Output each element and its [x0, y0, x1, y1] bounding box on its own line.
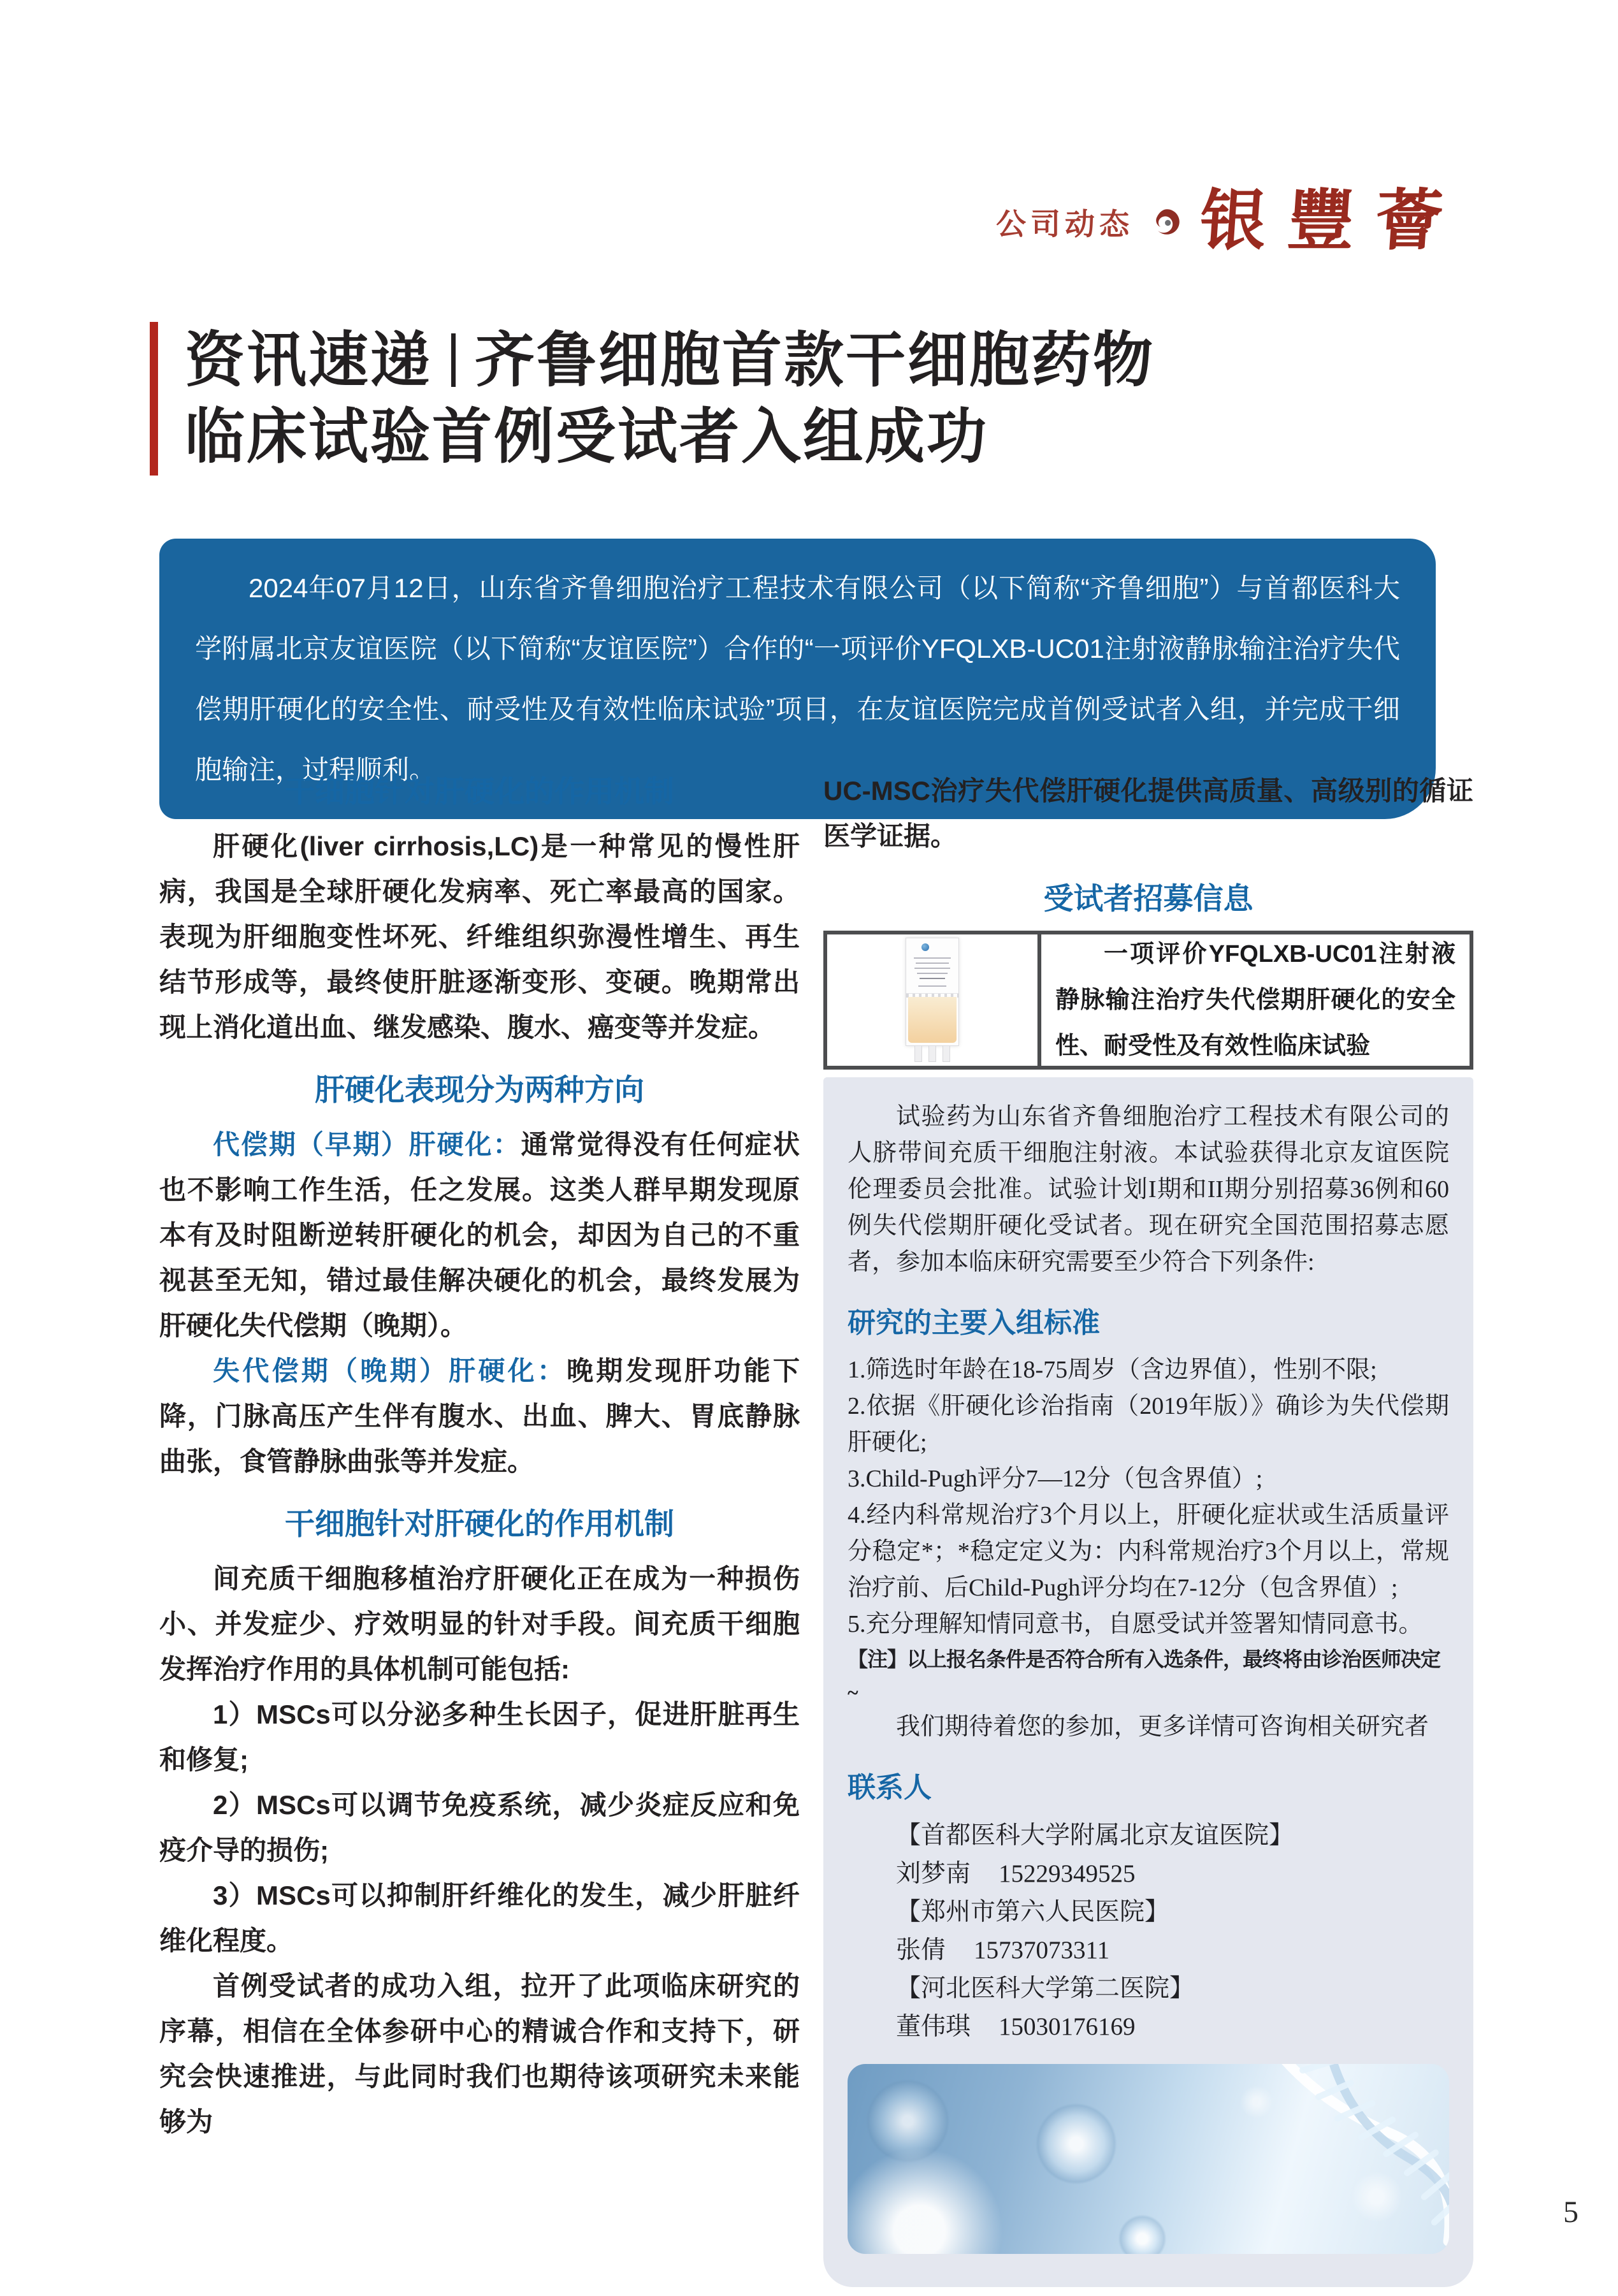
- contact-hospital: 【郑州市第六人民医院】: [896, 1898, 1170, 1926]
- paragraph-continuation: UC-MSC治疗失代偿肝硬化提供高质量、高级别的循证医学证据。: [823, 776, 1473, 851]
- right-column: [823, 768, 1473, 2287]
- paragraph-cirrhosis-intro: 肝硬化(liver cirrhosis,LC)是一种常见的慢性肝病，我国是全球肝硬化发病率、死亡率最高的国家。表现为肝细胞变性坏死、纤维组织弥漫性增生、再生结节形成等，最终使肝脏逐渐变形、变硬。晚期常出现上消化道出血、继发感染、腹水、癌变等并发症。: [159, 831, 800, 1042]
- title-line1-rest: 齐鲁细胞首款干细胞药物: [475, 326, 1155, 393]
- title-prefix: 资讯速递: [185, 326, 433, 393]
- trial-name: 一项评价YFQLXB-UC01注射液静脉输注治疗失代偿期肝硬化的安全性、耐受性及有效性临床试验: [1055, 941, 1455, 1059]
- trial-drug-image-cell: [827, 934, 1041, 1066]
- iv-bag-label-line: [918, 985, 946, 987]
- criteria-item: 1.筛选时年龄在18-75周岁（含边界值），性别不限;: [848, 1356, 1377, 1383]
- title-accent-bar: [150, 322, 158, 476]
- section-heading-two-directions: 肝硬化表现分为两种方向: [315, 1073, 644, 1107]
- page-number: 5: [1563, 2195, 1578, 2229]
- iv-bag-body: [906, 938, 959, 1046]
- criteria-item: 4.经内科常规治疗3个月以上，肝硬化症状或生活质量评分稳定*；*稳定定义为：内科常规治疗3个月以上，常规治疗前、后Child-Pugh评分均在7-12分（包含界值）;: [848, 1502, 1449, 1601]
- contact-person-line: [896, 1931, 1449, 1970]
- compensated-text: 通常觉得没有任何症状也不影响工作生活，任之发展。这类人群早期发现原本有及时阻断逆转肝硬化的机会，却因为自己的不重视甚至无知，错过最佳解决硬化的机会，最终发展为肝硬化失代偿期（晚期）。: [159, 1130, 800, 1341]
- contact-phone: 15229349525: [999, 1860, 1136, 1887]
- swirl-logo-icon: [1153, 208, 1181, 236]
- paragraph-compensated: [159, 1122, 800, 1348]
- body-columns: [159, 768, 1473, 2287]
- brand-calligraphy: 银豐薈: [1197, 185, 1467, 258]
- iv-bag-logo-icon: [921, 943, 929, 951]
- criteria-item: 2.依据《肝硬化诊治指南（2019年版）》确诊为失代偿期肝硬化;: [848, 1393, 1449, 1456]
- compensated-lead: 代偿期（早期）肝硬化：: [213, 1130, 521, 1159]
- recruitment-info-box: [823, 931, 1473, 1070]
- iv-bag-port: [914, 1046, 922, 1062]
- intro-text: 2024年07月12日，山东省齐鲁细胞治疗工程技术有限公司（以下简称“齐鲁细胞”）与首都医科大学附属北京友谊医院（以下简称“友谊医院”）合作的“一项评价YFQLXB-UC01注射液静脉输注治疗失代偿期肝硬化的安全性、耐受性及有效性临床试验”项目，在友谊医院完成首例受试者入组，并完成干细胞输注，过程顺利。: [195, 573, 1400, 785]
- section-heading-mechanism: 干细胞针对肝硬化的作用机制: [285, 774, 674, 808]
- contact-person: 张倩: [896, 1936, 946, 1964]
- decompensated-lead: 失代偿期（晚期）肝硬化：: [213, 1356, 567, 1386]
- msc-mechanism-item: 1）MSCs可以分泌多种生长因子，促进肝脏再生和修复;: [159, 1699, 800, 1775]
- paragraph-msc: 间充质干细胞移植治疗肝硬化正在成为一种损伤小、并发症少、疗效明显的针对手段。间充质干细胞发挥治疗作用的具体机制可能包括:: [159, 1564, 800, 1684]
- iv-bag-ports: [906, 1046, 959, 1062]
- dna-helix-graphic: [1181, 2064, 1449, 2254]
- iv-bag-label-line: [920, 978, 945, 979]
- contact-hospital: 【河北医科大学第二医院】: [896, 1975, 1195, 2002]
- left-column: [159, 768, 800, 2287]
- paragraph-trial-drug: 试验药为山东省齐鲁细胞治疗工程技术有限公司的人脐带间充质干细胞注射液。本试验获得北京友谊医院伦理委员会批准。试验计划I期和II期分别招募36例和60例失代偿期肝硬化受试者。现在研究全国范围招募志愿者，参加本临床研究需要至少符合下列条件:: [848, 1103, 1449, 1275]
- paragraph-decompensated: [159, 1348, 800, 1484]
- contact-person: 董伟琪: [896, 2013, 971, 2040]
- iv-bag-image: [906, 938, 959, 1063]
- criteria-item: 5.充分理解知情同意书，自愿受试并签署知情同意书。: [848, 1611, 1423, 1638]
- contact-person: 刘梦南: [896, 1860, 971, 1887]
- decompensated-text: 晚期发现肝功能下降，门脉高压产生伴有腹水、出血、脾大、胃底静脉曲张，食管静脉曲张等并发症。: [159, 1356, 800, 1476]
- contact-person-line: [896, 1855, 1449, 1893]
- msc-mechanism-item: 3）MSCs可以抑制肝纤维化的发生，减少肝脏纤维化程度。: [159, 1880, 800, 1956]
- criteria-note: 【注】以上报名条件是否符合所有入选条件，最终将由诊治医师决定~: [848, 1648, 1441, 1704]
- invite-line: 我们期待着您的参加，更多详情可咨询相关研究者: [896, 1713, 1429, 1740]
- title-line-2: 临床试验首例受试者入组成功: [185, 403, 989, 470]
- section-heading-recruit: 受试者招募信息: [1043, 882, 1253, 915]
- iv-bag-label-line: [914, 968, 950, 969]
- article-title: [185, 322, 1155, 476]
- paragraph-first-case: 首例受试者的成功入组，拉开了此项临床研究的序幕，相信在全体参研中心的精诚合作和支持下，研究会快速推进，与此同时我们也期待该项研究未来能够为: [159, 1971, 800, 2137]
- msc-mechanism-item: 2）MSCs可以调节免疫系统，减少炎症反应和免疫介导的损伤;: [159, 1790, 800, 1865]
- contact-phone: 15030176169: [999, 2013, 1136, 2040]
- contact-hospital: 【首都医科大学附属北京友谊医院】: [896, 1822, 1294, 1849]
- trial-name-cell: [1041, 934, 1470, 1066]
- title-divider: [451, 333, 456, 387]
- iv-bag-port: [928, 1046, 936, 1062]
- iv-bag-label-line: [916, 963, 949, 964]
- iv-bag-liquid: [908, 997, 957, 1043]
- iv-bag-label-line: [917, 973, 948, 974]
- subheading-criteria: 研究的主要入组标准: [848, 1307, 1100, 1339]
- cells-dna-photo: [848, 2064, 1449, 2254]
- masthead: [995, 185, 1467, 258]
- contact-person-line: [896, 2008, 1449, 2046]
- contact-list: [848, 1817, 1449, 2046]
- article-title-block: [150, 322, 1155, 476]
- criteria-item: 3.Child-Pugh评分7—12分（包含界值）;: [848, 1465, 1263, 1492]
- iv-bag-label-line: [914, 957, 951, 959]
- subheading-contacts: 联系人: [848, 1772, 932, 1803]
- section-heading-mechanism-2: 干细胞针对肝硬化的作用机制: [285, 1507, 674, 1541]
- recruitment-detail-panel: [823, 1077, 1473, 2287]
- title-line-1: [185, 322, 1155, 398]
- section-label: 公司动态: [995, 207, 1134, 241]
- iv-bag-port: [943, 1046, 950, 1062]
- contact-phone: 15737073311: [974, 1936, 1110, 1964]
